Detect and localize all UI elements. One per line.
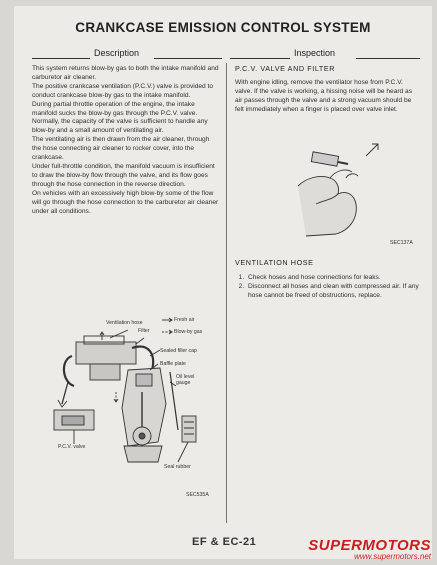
ventilation-hose-section (235, 258, 420, 300)
description-heading: Description (94, 48, 140, 58)
pcv-heading: P.C.V. VALVE AND FILTER (235, 64, 336, 73)
label-fresh-air: Fresh air (174, 317, 195, 323)
ventilation-hose-heading: VENTILATION HOSE (235, 258, 314, 267)
label-filter: Filter (138, 328, 150, 334)
description-paragraph: Under full-throttle condition, the manifold vacuum is insufficient to draw the blow-by flow through the valve, and its flow goes through the hose connection in the reverse direction. (32, 162, 215, 188)
description-text (32, 65, 220, 216)
description-paragraph: This system returns blow-by gas to both the intake manifold and carburetor air cleaner. (32, 65, 219, 81)
label-baffle-plate: Baffle plate (160, 361, 186, 367)
description-paragraph: Normally, the capacity of the valve is sufficient to handle any blow-by and a small amount of ventilating air. (32, 118, 208, 135)
manual-page (14, 6, 432, 559)
description-paragraph: The ventilating air is then drawn from the air cleaner, through the hose connecting air cleaner to rocker cover, into the crankcase. (32, 136, 210, 162)
pcv-section (235, 65, 420, 115)
inspection-heading: Inspection (294, 48, 336, 58)
list-item: 2. Disconnect all hoses and clean with compressed air. If any hose cannot be freed of obstructions, replace. (246, 282, 420, 300)
description-paragraph: On vehicles with an excessively high blow-by some of the flow will go through the hose connection to the carburetor air cleaner under all conditions. (32, 189, 219, 215)
label-oil-level-gauge: Oil level gauge (176, 374, 195, 386)
ventilation-hose-steps (235, 273, 420, 300)
figure-code-left: SEC535A (186, 492, 209, 498)
label-ventilation-hose: Ventilation hose (106, 320, 143, 326)
watermark-brand: SUPERMOTORS (308, 537, 431, 554)
label-pcv-valve: P.C.V. valve (58, 444, 86, 450)
column-divider (226, 63, 227, 523)
watermark (308, 537, 431, 561)
watermark-url: www.supermotors.net (354, 552, 431, 561)
label-blow-by-gas: Blow-by gas (174, 329, 203, 335)
description-paragraph: During partial throttle operation of the engine, the intake manifold sucks the blow-by gas through the P.C.V. valve. (32, 100, 198, 117)
description-header (32, 48, 222, 62)
list-item: 1. Check hoses and hose connections for leaks. (246, 273, 420, 282)
engine-diagram (32, 312, 222, 492)
description-paragraph: The positive crankcase ventilation (P.C.V.) valve is provided to conduct crankcase blow-by gas to the intake manifold. (32, 82, 214, 99)
label-seal-rubber: Seal rubber (164, 464, 191, 470)
page-number: EF & EC-21 (192, 536, 257, 548)
page-title: CRANKCASE EMISSION CONTROL SYSTEM (75, 20, 371, 35)
figure-code-right: SEC137A (390, 240, 413, 246)
hand-figure (276, 134, 406, 242)
pcv-text: With engine idling, remove the ventilator hose from P.C.V. valve. If the valve is working, a hissing noise will be heard as air passes through the valve and a strong vacuum should be felt immediately when a finger is placed over valve inlet. (235, 78, 413, 113)
label-sealed-filler-cap: Sealed filler cap (160, 348, 197, 354)
inspection-header (230, 48, 420, 62)
